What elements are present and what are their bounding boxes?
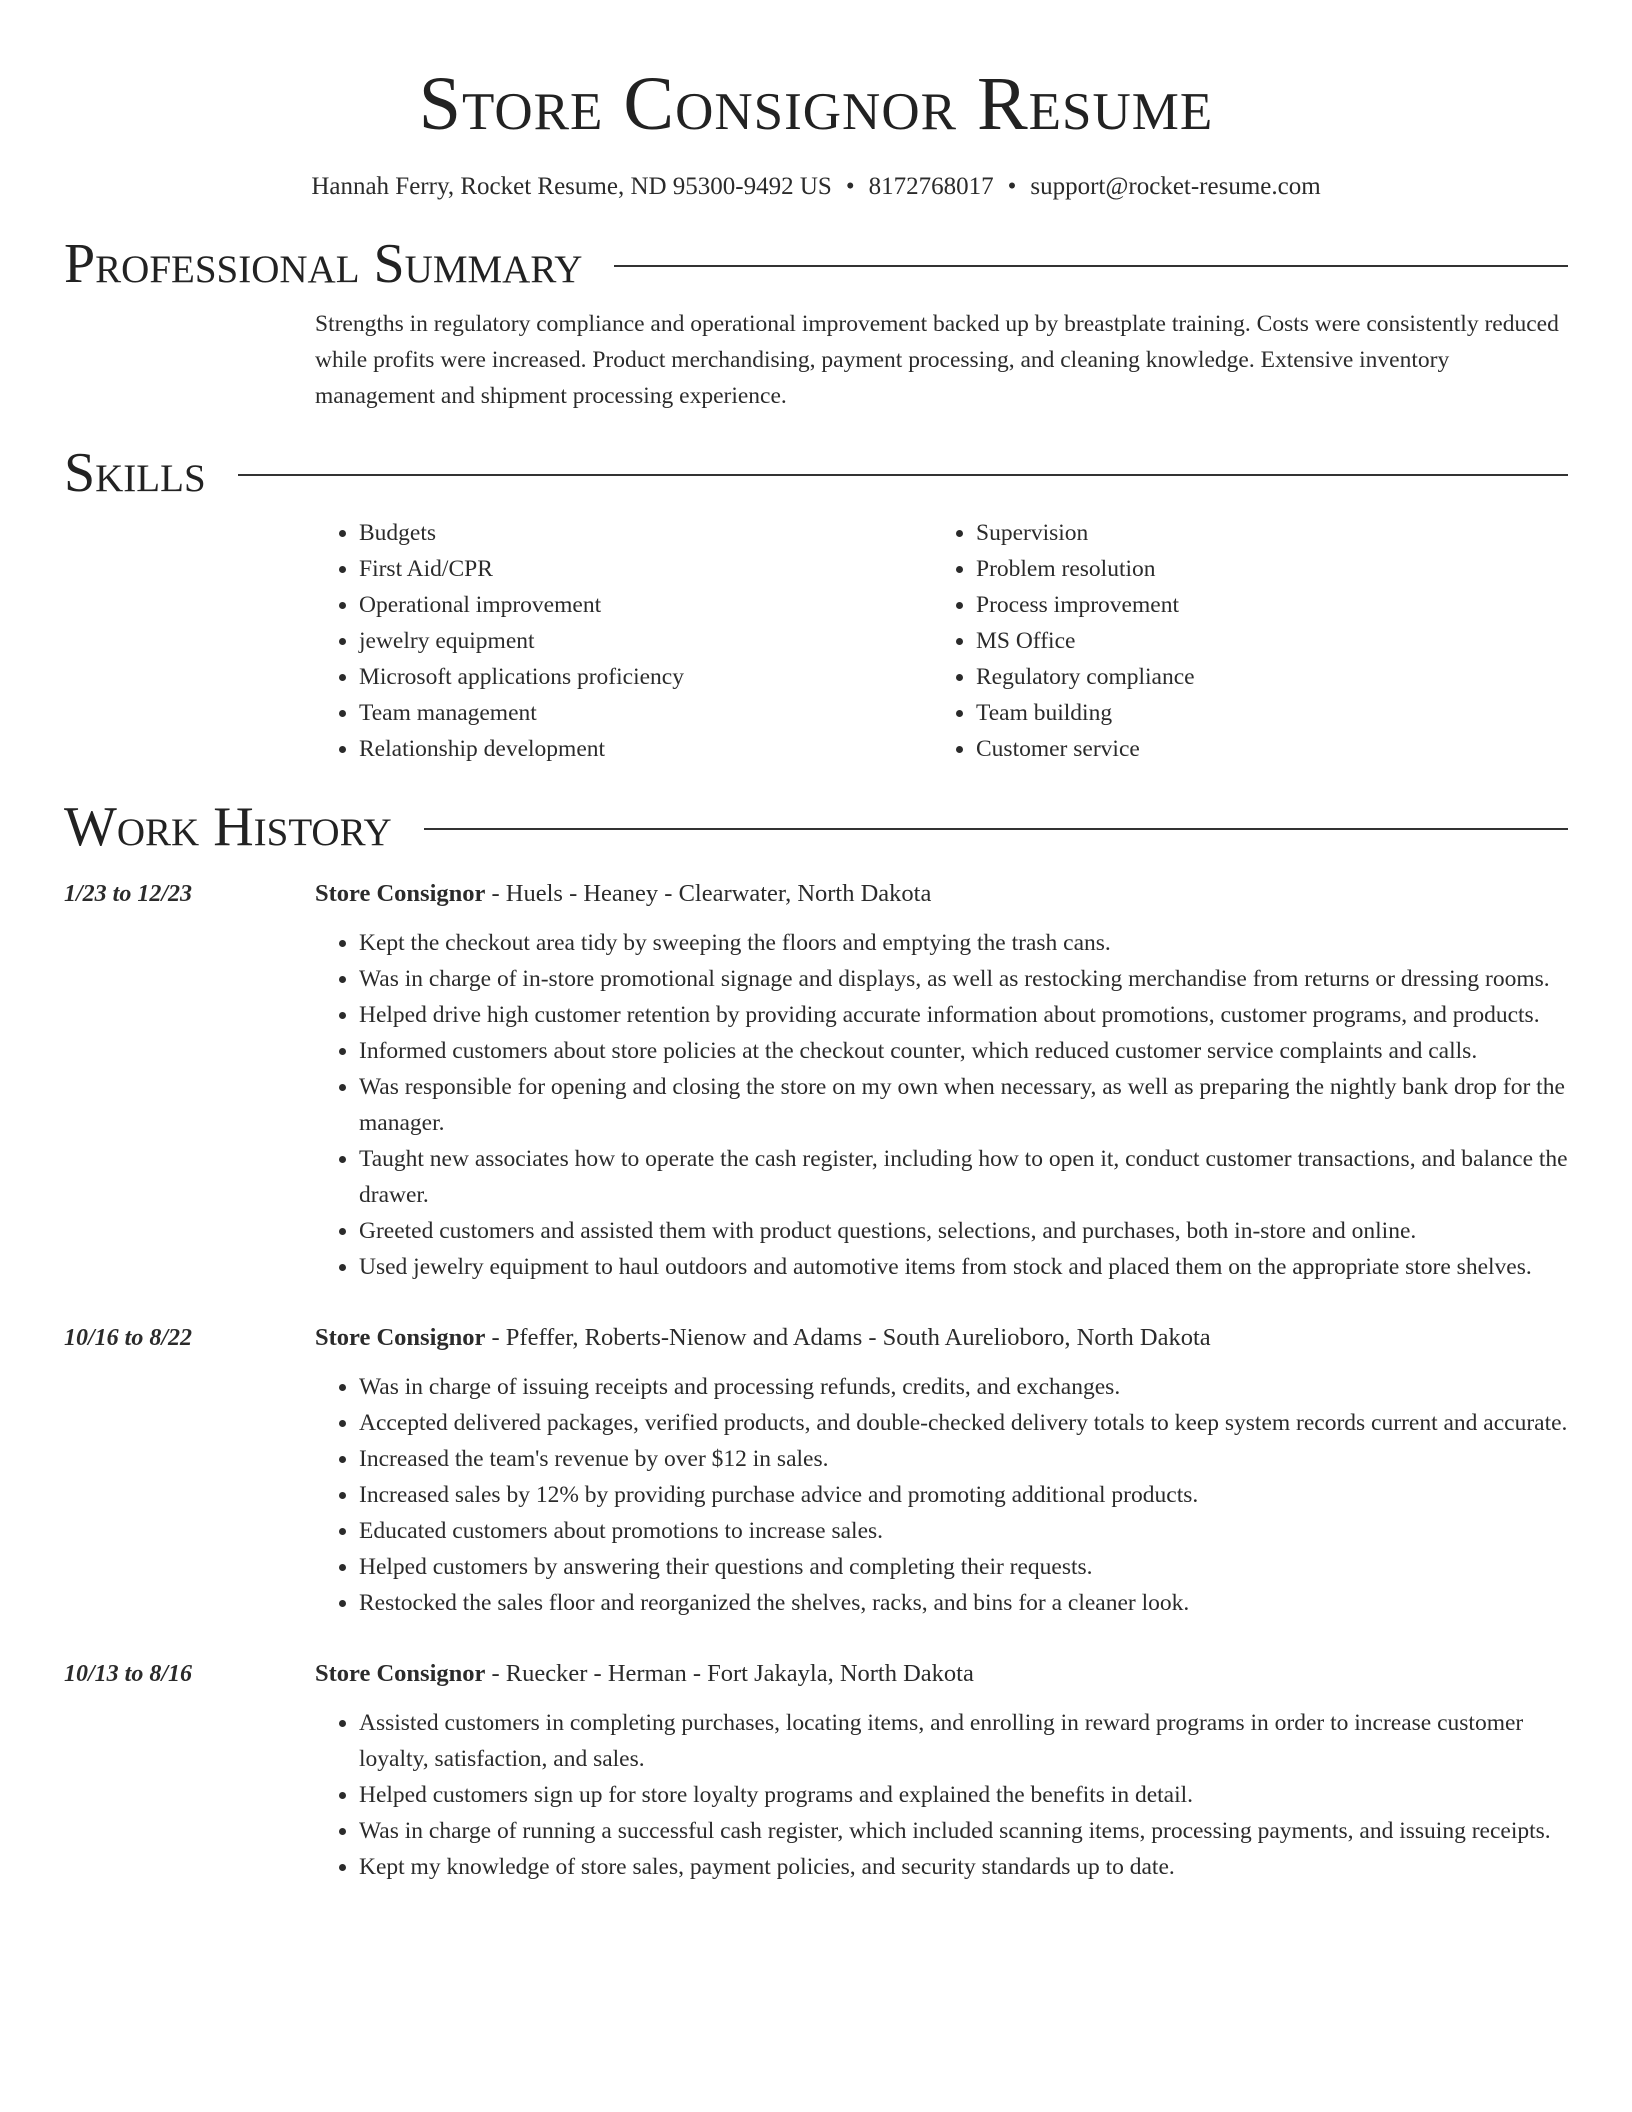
duty-item: • Was in charge of in-store promotional signage and displays, as well as restocking merchandise from returns or dressing rooms.: [359, 961, 1568, 997]
section-divider: [424, 828, 1568, 830]
skills-heading: Skills: [64, 442, 206, 504]
summary-section: [315, 306, 1568, 414]
job-entry: [64, 1321, 1568, 1621]
skills-list: [315, 515, 1568, 767]
contact-separator: •: [1007, 173, 1017, 200]
skill-item: • Microsoft applications proficiency: [359, 659, 932, 695]
resume-title: Store Consignor Resume: [418, 62, 1214, 146]
duty-item: • Informed customers about store policies at the checkout counter, which reduced customer service complaints and calls.: [359, 1033, 1568, 1069]
contact-line: [64, 172, 1568, 202]
resume-page: [64, 0, 1568, 1885]
duty-item: • Accepted delivered packages, verified products, and double-checked delivery totals to keep system records current and accurate.: [359, 1405, 1568, 1441]
section-divider: [238, 474, 1568, 476]
duty-item: • Taught new associates how to operate the cash register, including how to open it, conduct customer transactions, and balance the drawer.: [359, 1141, 1568, 1213]
job-employer: - Pfeffer, Roberts-Nienow and Adams - South Aurelioboro, North Dakota: [485, 1324, 1211, 1351]
skills-column-2: [932, 515, 1195, 767]
job-duties: [315, 1369, 1568, 1621]
skills-section-header: [64, 441, 1568, 505]
job-dates: 10/13 to 8/16: [64, 1661, 193, 1687]
job-employer: - Huels - Heaney - Clearwater, North Dakota: [485, 880, 932, 907]
duty-item: • Helped drive high customer retention by providing accurate information about promotions, customer programs, and products.: [359, 997, 1568, 1033]
job-dates: 10/16 to 8/22: [64, 1325, 193, 1351]
job-body: [315, 877, 1568, 1285]
duty-item: • Increased the team's revenue by over $12 in sales.: [359, 1441, 1568, 1477]
job-title: Store Consignor: [315, 1324, 486, 1351]
duty-item: • Helped customers by answering their questions and completing their requests.: [359, 1549, 1568, 1585]
job-dates: 1/23 to 12/23: [64, 881, 193, 907]
duty-item: • Helped customers sign up for store loyalty programs and explained the benefits in detail.: [359, 1777, 1568, 1813]
section-divider: [614, 265, 1568, 267]
skill-item: • Customer service: [976, 731, 1195, 767]
skill-item: • Problem resolution: [976, 551, 1195, 587]
skill-item: • Regulatory compliance: [976, 659, 1195, 695]
duty-item: • Restocked the sales floor and reorganized the shelves, racks, and bins for a cleaner look.: [359, 1585, 1568, 1621]
skill-item: • Process improvement: [976, 587, 1195, 623]
job-heading: [315, 1321, 1568, 1355]
skill-item: • Team building: [976, 695, 1195, 731]
duty-item: • Greeted customers and assisted them with product questions, selections, and purchases, both in-store and online.: [359, 1213, 1568, 1249]
summary-section-header: [64, 232, 1568, 296]
contact-phone: 8172768017: [868, 173, 994, 200]
job-title: Store Consignor: [315, 880, 486, 907]
skill-item: • MS Office: [976, 623, 1195, 659]
job-entry: [64, 877, 1568, 1285]
summary-heading: Professional Summary: [64, 233, 583, 295]
job-duties: [315, 1705, 1568, 1885]
work-section-header: [64, 795, 1568, 859]
skill-item: • Operational improvement: [359, 587, 932, 623]
job-duties: [315, 925, 1568, 1285]
job-body: [315, 1321, 1568, 1621]
job-heading: [315, 1657, 1568, 1691]
skill-item: • First Aid/CPR: [359, 551, 932, 587]
job-heading: [315, 877, 1568, 911]
job-employer: - Ruecker - Herman - Fort Jakayla, North Dakota: [485, 1660, 974, 1687]
duty-item: • Was responsible for opening and closing the store on my own when necessary, as well as preparing the nightly bank drop for the manager.: [359, 1069, 1568, 1141]
skill-item: • Supervision: [976, 515, 1195, 551]
duty-item: • Was in charge of issuing receipts and processing refunds, credits, and exchanges.: [359, 1369, 1568, 1405]
skill-item: • jewelry equipment: [359, 623, 932, 659]
job-body: [315, 1657, 1568, 1885]
duty-item: • Used jewelry equipment to haul outdoors and automotive items from stock and placed them on the appropriate store shelves.: [359, 1249, 1568, 1285]
job-entry: [64, 1657, 1568, 1885]
contact-address: Hannah Ferry, Rocket Resume, ND 95300-9492 US: [311, 173, 832, 200]
skill-item: • Team management: [359, 695, 932, 731]
contact-separator: •: [845, 173, 855, 200]
duty-item: • Kept my knowledge of store sales, payment policies, and security standards up to date.: [359, 1849, 1568, 1885]
duty-item: • Kept the checkout area tidy by sweeping the floors and emptying the trash cans.: [359, 925, 1568, 961]
skill-item: • Budgets: [359, 515, 932, 551]
duty-item: • Was in charge of running a successful cash register, which included scanning items, processing payments, and issuing receipts.: [359, 1813, 1568, 1849]
skill-item: • Relationship development: [359, 731, 932, 767]
work-heading: Work History: [64, 796, 392, 858]
contact-email: support@rocket-resume.com: [1030, 173, 1321, 200]
summary-text: Strengths in regulatory compliance and operational improvement backed up by breastplate training. Costs were consistently reduced while profits were increased. Product merchandising, payment processing, and cleaning knowledge. Extensive inventory management and shipment processing experience.: [315, 311, 1559, 409]
duty-item: • Increased sales by 12% by providing purchase advice and promoting additional products.: [359, 1477, 1568, 1513]
duty-item: • Educated customers about promotions to increase sales.: [359, 1513, 1568, 1549]
skills-column-1: [315, 515, 932, 767]
job-title: Store Consignor: [315, 1660, 486, 1687]
duty-item: • Assisted customers in completing purchases, locating items, and enrolling in reward programs in order to increase customer loyalty, satisfaction, and sales.: [359, 1705, 1568, 1777]
